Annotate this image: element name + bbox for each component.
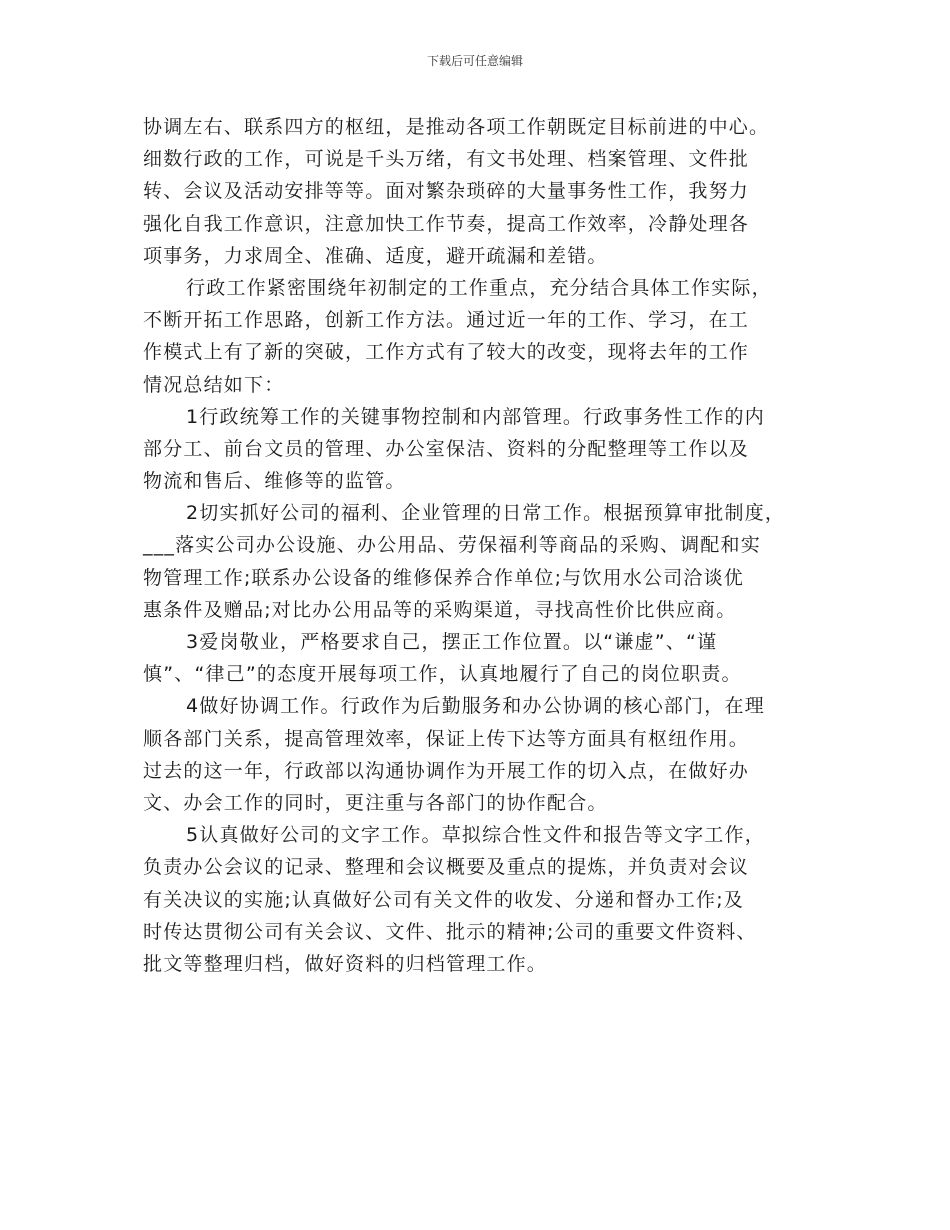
text-line: 顺各部门关系，提高管理效率，保证上传下达等方面具有枢纽作用。: [143, 727, 750, 750]
text-line: 项事务，力求周全、准确、适度，避开疏漏和差错。: [143, 244, 608, 267]
text-line: 负责办公会议的记录、整理和会议概要及重点的提炼，并负责对会议: [143, 856, 750, 879]
page-header: 下载后可任意编辑: [426, 54, 523, 68]
text-line: 4做好协调工作。行政作为后勤服务和办公协调的核心部门，在理: [186, 695, 765, 718]
text-line: 作模式上有了新的突破，工作方式有了较大的改变，现将去年的工作: [143, 341, 750, 364]
text-line: 不断开拓工作思路，创新工作方法。通过近一年的工作、学习，在工: [143, 309, 750, 332]
text-line: ___落实公司办公设施、办公用品、劳保福利等商品的采购、调配和实: [143, 534, 761, 557]
text-line: 转、会议及活动安排等等。面对繁杂琐碎的大量事务性工作，我努力: [143, 180, 750, 203]
text-line: 1行政统筹工作的关键事物控制和内部管理。行政事务性工作的内: [186, 405, 765, 428]
text-line: 情况总结如下：: [143, 373, 285, 396]
text-line: 过去的这一年，行政部以沟通协调作为开展工作的切入点，在做好办: [143, 759, 750, 782]
text-line: 慎”、“律己”的态度开展每项工作，认真地履行了自己的岗位职责。: [143, 663, 742, 686]
text-line: 2切实抓好公司的福利、企业管理的日常工作。根据预算审批制度，: [186, 502, 786, 525]
text-line: 批文等整理归档，做好资料的归档管理工作。: [143, 952, 548, 975]
text-line: 行政工作紧密围绕年初制定的工作重点，充分结合具体工作实际，: [186, 276, 772, 299]
text-line: 惠条件及赠品;对比办公用品等的采购渠道，寻找高性价比供应商。: [143, 598, 737, 621]
text-line: 时传达贯彻公司有关会议、文件、批示的精神;公司的重要文件资料、: [143, 920, 757, 943]
text-line: 部分工、前台文员的管理、办公室保洁、资料的分配整理等工作以及: [143, 437, 750, 460]
text-line: 强化自我工作意识，注意加快工作节奏，提高工作效率，冷静处理各: [143, 212, 750, 235]
text-line: 有关决议的实施;认真做好公司有关文件的收发、分递和督办工作;及: [143, 888, 745, 911]
text-line: 细数行政的工作，可说是千头万绪，有文书处理、档案管理、文件批: [143, 148, 750, 171]
text-line: 3爱岗敬业，严格要求自己，摆正工作位置。以“谦虚”、“谨: [186, 631, 718, 653]
text-line: 物流和售后、维修等的监管。: [143, 470, 406, 493]
text-line: 文、办会工作的同时，更注重与各部门的协作配合。: [143, 791, 608, 814]
text-line: 协调左右、联系四方的枢纽，是推动各项工作朝既定目标前进的中心。: [143, 116, 770, 138]
text-line: 5认真做好公司的文字工作。草拟综合性文件和报告等文字工作，: [186, 824, 765, 847]
document-body: [143, 111, 823, 980]
text-line: 物管理工作;联系办公设备的维修保养合作单位;与饮用水公司洽谈优: [143, 566, 745, 589]
